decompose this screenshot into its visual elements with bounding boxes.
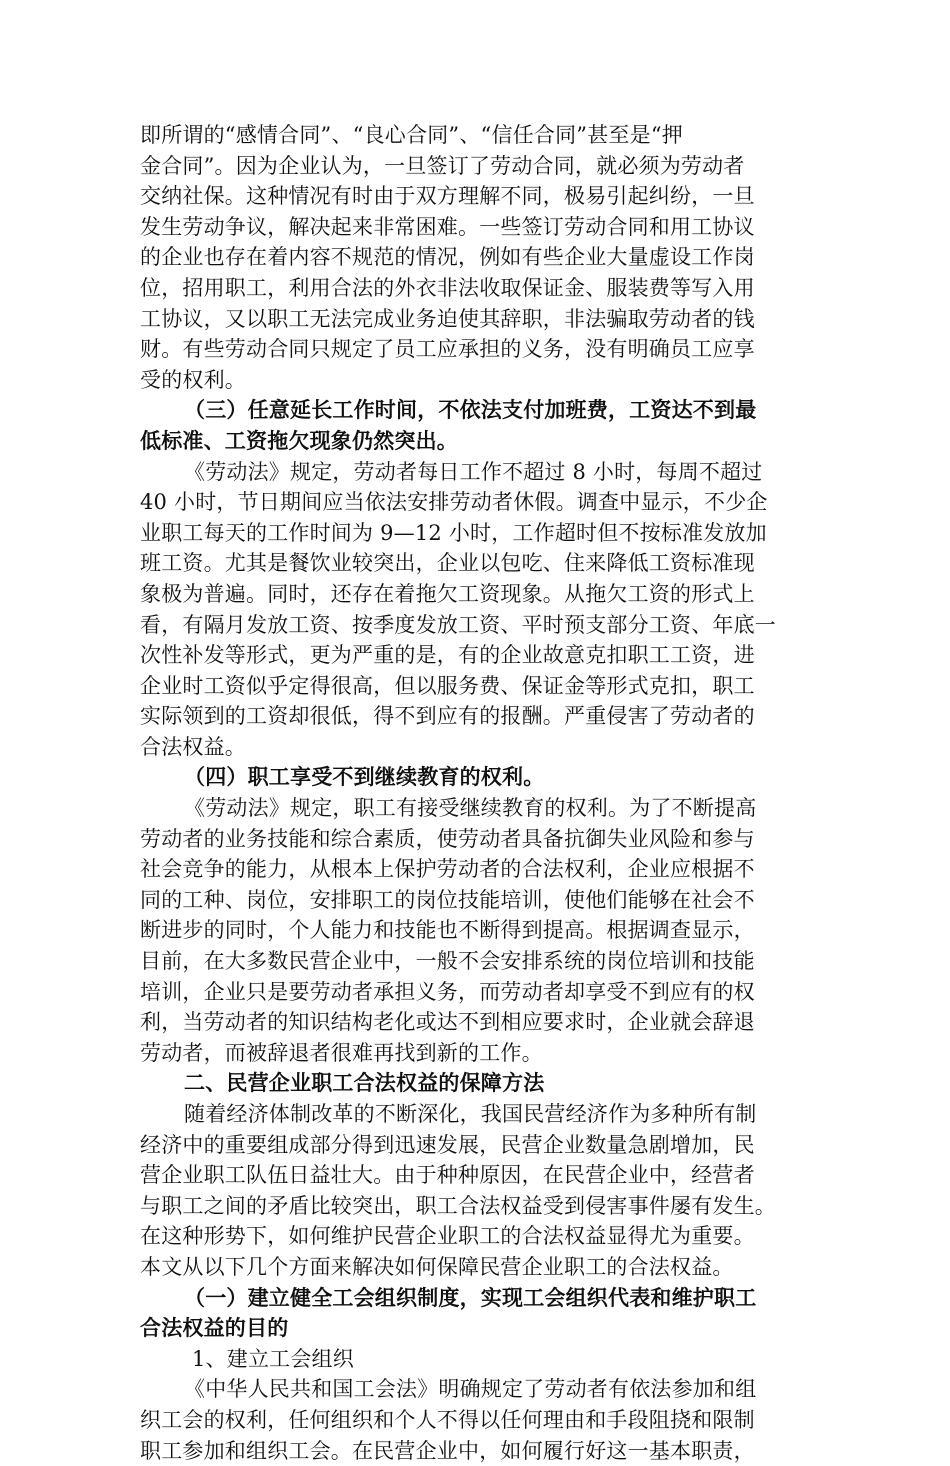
paragraph-line: 社会竞争的能力，从根本上保护劳动者的合法权利，企业应根据不 bbox=[140, 857, 755, 882]
paragraph-line: 即所谓的“感情合同”、“良心合同”、“信任合同”甚至是“押 bbox=[140, 123, 683, 147]
paragraph-line: 随着经济体制改革的不断深化，我国民营经济作为多种所有制 bbox=[184, 1102, 757, 1126]
paragraph-line: 受的权利。 bbox=[140, 367, 246, 392]
paragraph-line: 《劳动法》规定，职工有接受继续教育的权利。为了不断提高 bbox=[184, 796, 757, 821]
paragraph-line: 与职工之间的矛盾比较突出，职工合法权益受到侵害事件屡有发生。 bbox=[140, 1193, 776, 1218]
paragraph-line: 本文从以下几个方面来解决如何保障民营企业职工的合法权益。 bbox=[140, 1254, 734, 1279]
section-heading-line: 合法权益的目的 bbox=[140, 1315, 289, 1341]
paragraph-line: 1、建立工会组织 bbox=[192, 1346, 354, 1371]
section-heading-line: （三）任意延长工作时间，不依法支付加班费，工资达不到最 bbox=[184, 397, 757, 423]
paragraph-line: 工协议，又以职工无法完成业务迫使其辞职，非法骗取劳动者的钱 bbox=[140, 306, 755, 331]
section-heading-line: 二、民营企业职工合法权益的保障方法 bbox=[184, 1070, 545, 1096]
paragraph-line: 合法权益。 bbox=[140, 734, 246, 759]
paragraph-line: 利，当劳动者的知识结构老化或达不到相应要求时，企业就会辞退 bbox=[140, 1010, 755, 1035]
paragraph-line: 业职工每天的工作时间为 9—12 小时，工作超时但不按标准发放加 bbox=[140, 520, 767, 545]
paragraph-line: 在这种形势下，如何维护民营企业职工的合法权益显得尤为重要。 bbox=[140, 1224, 755, 1249]
section-heading-line: （四）职工享受不到继续教育的权利。 bbox=[184, 764, 545, 790]
paragraph-line: 实际领到的工资却很低，得不到应有的报酬。严重侵害了劳动者的 bbox=[140, 704, 755, 729]
paragraph-line: 劳动者，而被辞退者很难再找到新的工作。 bbox=[140, 1040, 543, 1065]
paragraph-line: 劳动者的业务技能和综合素质，使劳动者具备抗御失业风险和参与 bbox=[140, 826, 755, 851]
paragraph-line: 《劳动法》规定，劳动者每日工作不超过 8 小时，每周不超过 bbox=[184, 459, 763, 484]
paragraph-line: 班工资。尤其是餐饮业较突出，企业以包吃、住来降低工资标准现 bbox=[140, 551, 755, 576]
paragraph-line: 象极为普遍。同时，还存在着拖欠工资现象。从拖欠工资的形式上 bbox=[140, 581, 755, 606]
paragraph-line: 织工会的权利，任何组织和个人不得以任何理由和手段阻挠和限制 bbox=[140, 1407, 755, 1432]
paragraph-line: 目前，在大多数民营企业中，一般不会安排系统的岗位培训和技能 bbox=[140, 949, 755, 974]
paragraph-line: 经济中的重要组成部分得到迅速发展，民营企业数量急剧增加，民 bbox=[140, 1132, 755, 1157]
paragraph-line: 交纳社保。这种情况有时由于双方理解不同，极易引起纠纷，一旦 bbox=[140, 184, 755, 209]
paragraph-line: 营企业职工队伍日益壮大。由于种种原因，在民营企业中，经营者 bbox=[140, 1163, 755, 1188]
paragraph-line: 《中华人民共和国工会法》明确规定了劳动者有依法参加和组 bbox=[184, 1377, 757, 1402]
paragraph-line: 职工参加和组织工会。在民营企业中，如何履行好这一基本职责， bbox=[140, 1438, 755, 1463]
paragraph-line: 发生劳动争议，解决起来非常困难。一些签订劳动合同和用工协议 bbox=[140, 214, 755, 239]
paragraph-line: 的企业也存在着内容不规范的情况，例如有些企业大量虚设工作岗 bbox=[140, 245, 755, 270]
section-heading-line: 低标准、工资拖欠现象仍然突出。 bbox=[140, 427, 458, 453]
paragraph-line: 同的工种、岗位，安排职工的岗位技能培训，使他们能够在社会不 bbox=[140, 887, 755, 912]
paragraph-line: 看，有隔月发放工资、按季度发放工资、平时预支部分工资、年底一 bbox=[140, 612, 776, 637]
paragraph-line: 企业时工资似乎定得很高，但以服务费、保证金等形式克扣，职工 bbox=[140, 673, 755, 698]
paragraph-line: 次性补发等形式，更为严重的是，有的企业故意克扣职工工资，进 bbox=[140, 643, 755, 668]
paragraph-line: 位，招用职工，利用合法的外衣非法收取保证金、服装费等写入用 bbox=[140, 275, 755, 300]
paragraph-line: 培训，企业只是要劳动者承担义务，而劳动者却享受不到应有的权 bbox=[140, 979, 755, 1004]
section-heading-line: （一）建立健全工会组织制度，实现工会组织代表和维护职工 bbox=[184, 1284, 757, 1310]
paragraph-line: 40 小时，节日期间应当依法安排劳动者休假。调查中显示，不少企 bbox=[140, 490, 768, 515]
paragraph-line: 财。有些劳动合同只规定了员工应承担的义务，没有明确员工应享 bbox=[140, 337, 755, 362]
paragraph-line: 金合同”。因为企业认为，一旦签订了劳动合同，就必须为劳动者 bbox=[140, 153, 745, 178]
document-page bbox=[140, 120, 810, 1466]
paragraph-line: 断进步的同时，个人能力和技能也不断得到提高。根据调查显示， bbox=[140, 918, 755, 943]
